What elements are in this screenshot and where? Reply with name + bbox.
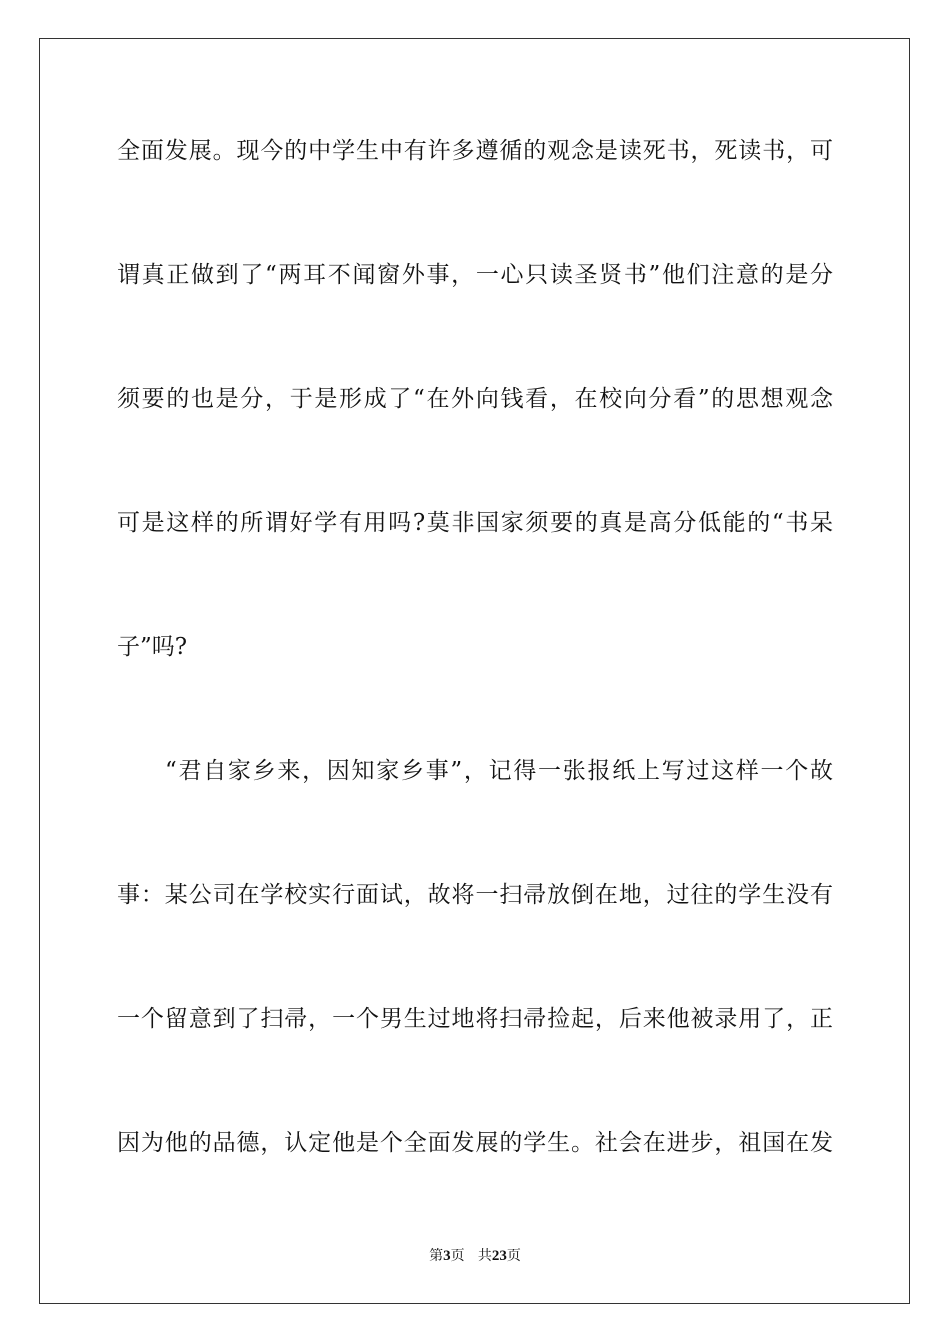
body-line-7: 事：某公司在学校实行面试，故将一扫帚放倒在地，过往的学生没有: [117, 882, 833, 908]
body-line-1: 全面发展。现今的中学生中有许多遵循的观念是读死书，死读书，可: [117, 138, 833, 164]
footer-total-pages: 23: [491, 1248, 507, 1264]
page-border: [39, 38, 910, 1304]
footer-total-suffix: 页: [506, 1248, 521, 1264]
body-line-2: 谓真正做到了“两耳不闻窗外事，一心只读圣贤书”他们注意的是分: [117, 262, 833, 288]
body-line-9: 因为他的品德，认定他是个全面发展的学生。社会在进步，祖国在发: [117, 1130, 833, 1156]
body-line-5: 子”吗?: [117, 634, 188, 660]
footer-page-number: 3: [443, 1248, 451, 1264]
footer-page-suffix: 页: [450, 1248, 465, 1264]
body-line-3: 须要的也是分，于是形成了“在外向钱看，在校向分看”的思想观念: [117, 386, 833, 412]
body-line-8: 一个留意到了扫帚，一个男生过地将扫帚捡起，后来他被录用了，正: [117, 1006, 833, 1032]
body-line-6: “君自家乡来，因知家乡事”，记得一张报纸上写过这样一个故: [165, 758, 833, 784]
body-line-4: 可是这样的所谓好学有用吗?莫非国家须要的真是高分低能的“书呆: [117, 510, 833, 536]
footer-page-prefix: 第: [429, 1248, 444, 1264]
footer-total-prefix: 共: [477, 1248, 492, 1264]
page-footer: [0, 1244, 950, 1268]
